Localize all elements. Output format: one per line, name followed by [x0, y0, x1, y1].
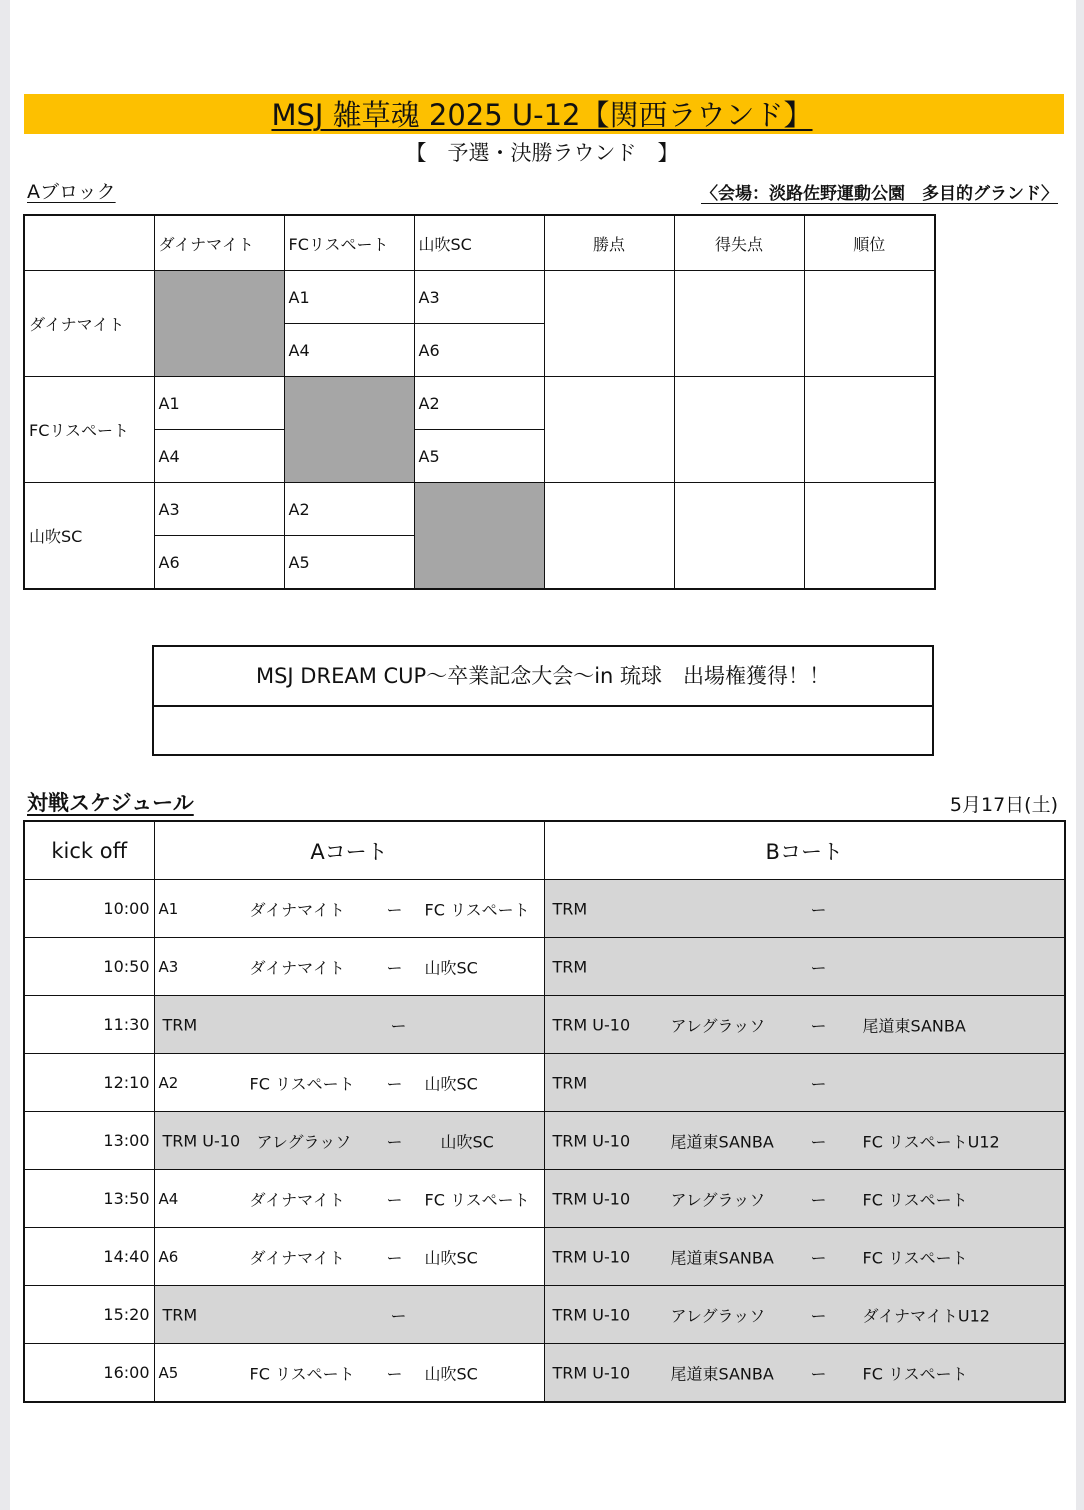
match-dash: ー — [390, 1016, 407, 1035]
court-a-match-cell — [154, 938, 544, 996]
match-away: FC リスペート — [424, 1190, 530, 1209]
court-b-match-cell — [544, 1286, 1065, 1344]
court-b-match-cell — [544, 1228, 1065, 1286]
match-dash: ー — [386, 958, 403, 977]
schedule-row — [24, 1228, 1065, 1286]
schedule-date: 5月17日(土) — [949, 794, 1058, 816]
match-away: FC リスペート — [862, 1364, 968, 1383]
schedule-row — [24, 1286, 1065, 1344]
match-dash: ー — [810, 1016, 827, 1035]
match-home: アレグラッソ — [256, 1132, 352, 1151]
court-a-match-cell — [154, 1286, 544, 1344]
match-home: FC リスペート — [249, 1074, 355, 1093]
standings-team-name: FCリスペート — [24, 377, 154, 483]
match-code: TRM — [552, 957, 588, 976]
match-dash: ー — [810, 1306, 827, 1325]
match-code: TRM U-10 — [552, 1305, 631, 1324]
court-a-match-cell — [154, 1112, 544, 1170]
match-dash: ー — [386, 1248, 403, 1267]
kickoff-time: 10:50 — [24, 938, 154, 996]
match-code-cell: A3 — [154, 483, 284, 536]
match-code: A2 — [158, 1073, 179, 1092]
match-away: FC リスペート — [862, 1248, 968, 1267]
standings-header-1: FCリスペート — [284, 215, 414, 271]
court-a-match-cell — [154, 1170, 544, 1228]
match-home: ダイナマイト — [249, 900, 345, 919]
match-code: TRM — [162, 1015, 198, 1034]
standings-goal-diff-cell — [674, 483, 804, 590]
match-away: 山吹SC — [424, 1248, 478, 1267]
court-b-match-cell — [544, 938, 1065, 996]
match-home: アレグラッソ — [670, 1306, 766, 1325]
match-home: 尾道東SANBA — [670, 1248, 774, 1267]
schedule-title: 対戦スケジュール — [27, 791, 194, 815]
schedule-row — [24, 880, 1065, 938]
kickoff-time: 16:00 — [24, 1344, 154, 1403]
kickoff-time: 12:10 — [24, 1054, 154, 1112]
court-b-match-cell — [544, 880, 1065, 938]
standings-header-4: 得失点 — [674, 215, 804, 271]
match-away: 山吹SC — [440, 1132, 494, 1151]
match-away: ダイナマイトU12 — [862, 1306, 990, 1325]
match-code: TRM U-10 — [162, 1131, 241, 1150]
standings-points-cell — [544, 377, 674, 483]
kickoff-time: 15:20 — [24, 1286, 154, 1344]
standings-goal-diff-cell — [674, 377, 804, 483]
block-label: Aブロック — [27, 181, 116, 203]
kickoff-time: 11:30 — [24, 996, 154, 1054]
court-a-match-cell — [154, 1054, 544, 1112]
kickoff-time: 13:50 — [24, 1170, 154, 1228]
match-code-cell: A2 — [284, 483, 414, 536]
match-away: 山吹SC — [424, 1074, 478, 1093]
match-home: ダイナマイト — [249, 958, 345, 977]
kickoff-time: 10:00 — [24, 880, 154, 938]
match-home: 尾道東SANBA — [670, 1132, 774, 1151]
court-b-match-cell — [544, 1054, 1065, 1112]
standings-corner-cell — [24, 215, 154, 271]
match-code: A1 — [158, 899, 179, 918]
standings-rank-cell — [804, 271, 935, 377]
match-code: TRM U-10 — [552, 1131, 631, 1150]
standings-points-cell — [544, 483, 674, 590]
match-dash: ー — [810, 1190, 827, 1209]
blocked-self-cell — [154, 271, 284, 377]
schedule-row — [24, 1112, 1065, 1170]
match-code: A6 — [158, 1247, 179, 1266]
match-code-cell: A5 — [414, 430, 544, 483]
match-code-cell: A6 — [154, 536, 284, 590]
blocked-self-cell — [414, 483, 544, 590]
match-away: FC リスペート — [424, 900, 530, 919]
standings-team-name: ダイナマイト — [24, 271, 154, 377]
match-code: TRM — [162, 1305, 198, 1324]
standings-header-5: 順位 — [804, 215, 935, 271]
match-dash: ー — [810, 1364, 827, 1383]
match-dash: ー — [386, 1190, 403, 1209]
match-code: A3 — [158, 957, 179, 976]
match-code-cell: A6 — [414, 324, 544, 377]
match-code: TRM U-10 — [552, 1363, 631, 1382]
match-code-cell: A4 — [154, 430, 284, 483]
court-a-match-cell — [154, 1228, 544, 1286]
court-b-match-cell — [544, 996, 1065, 1054]
match-home: 尾道東SANBA — [670, 1364, 774, 1383]
match-home: アレグラッソ — [670, 1190, 766, 1209]
schedule-row — [24, 938, 1065, 996]
court-a-match-cell — [154, 996, 544, 1054]
match-code: A5 — [158, 1363, 179, 1382]
standings-goal-diff-cell — [674, 271, 804, 377]
standings-points-cell — [544, 271, 674, 377]
match-code-cell: A5 — [284, 536, 414, 590]
schedule-table — [23, 820, 1066, 1403]
kickoff-header: kick off — [24, 821, 154, 880]
blocked-self-cell — [284, 377, 414, 483]
match-code: TRM U-10 — [552, 1247, 631, 1266]
match-dash: ー — [386, 1132, 403, 1151]
match-dash: ー — [810, 1074, 827, 1093]
match-code-cell: A1 — [154, 377, 284, 430]
standings-table — [23, 214, 936, 590]
court-a-match-cell — [154, 880, 544, 938]
court-b-match-cell — [544, 1344, 1065, 1403]
schedule-row — [24, 1054, 1065, 1112]
match-dash: ー — [386, 1074, 403, 1093]
court-b-match-cell — [544, 1170, 1065, 1228]
match-dash: ー — [810, 1132, 827, 1151]
match-code: TRM U-10 — [552, 1015, 631, 1034]
match-away: 山吹SC — [424, 958, 478, 977]
match-away: 尾道東SANBA — [862, 1016, 966, 1035]
standings-header-2: 山吹SC — [414, 215, 544, 271]
match-dash: ー — [810, 958, 827, 977]
match-away: 山吹SC — [424, 1364, 478, 1383]
court-a-header: Aコート — [154, 821, 544, 880]
match-code-cell: A4 — [284, 324, 414, 377]
match-home: アレグラッソ — [670, 1016, 766, 1035]
match-code-cell: A1 — [284, 271, 414, 324]
dream-cup-title: MSJ DREAM CUP～卒業記念大会～in 琉球 出場権獲得！！ — [154, 647, 932, 707]
schedule-row — [24, 1170, 1065, 1228]
page-title: MSJ 雑草魂 2025 U-12【関西ラウンド】 — [271, 98, 813, 132]
standings-rank-cell — [804, 377, 935, 483]
standings-header-3: 勝点 — [544, 215, 674, 271]
match-home: ダイナマイト — [249, 1248, 345, 1267]
match-away: FC リスペートU12 — [862, 1132, 1000, 1151]
standings-rank-cell — [804, 483, 935, 590]
court-b-match-cell — [544, 1112, 1065, 1170]
match-code: TRM U-10 — [552, 1189, 631, 1208]
match-home: FC リスペート — [249, 1364, 355, 1383]
match-dash: ー — [386, 900, 403, 919]
match-code: TRM — [552, 899, 588, 918]
kickoff-time: 14:40 — [24, 1228, 154, 1286]
match-code-cell: A2 — [414, 377, 544, 430]
schedule-row — [24, 1344, 1065, 1403]
kickoff-time: 13:00 — [24, 1112, 154, 1170]
standings-header-0: ダイナマイト — [154, 215, 284, 271]
match-home: ダイナマイト — [249, 1190, 345, 1209]
standings-team-name: 山吹SC — [24, 483, 154, 590]
schedule-row — [24, 996, 1065, 1054]
match-away: FC リスペート — [862, 1190, 968, 1209]
match-code-cell: A3 — [414, 271, 544, 324]
court-b-header: Bコート — [544, 821, 1065, 880]
match-code: A4 — [158, 1189, 179, 1208]
dream-cup-box — [152, 645, 934, 756]
page-subtitle: 【 予選・決勝ラウンド 】 — [405, 141, 679, 165]
court-a-match-cell — [154, 1344, 544, 1403]
match-dash: ー — [390, 1306, 407, 1325]
match-dash: ー — [386, 1364, 403, 1383]
match-code: TRM — [552, 1073, 588, 1092]
venue-label: 〈会場：淡路佐野運動公園 多目的グランド〉 — [701, 184, 1058, 204]
match-dash: ー — [810, 900, 827, 919]
match-dash: ー — [810, 1248, 827, 1267]
